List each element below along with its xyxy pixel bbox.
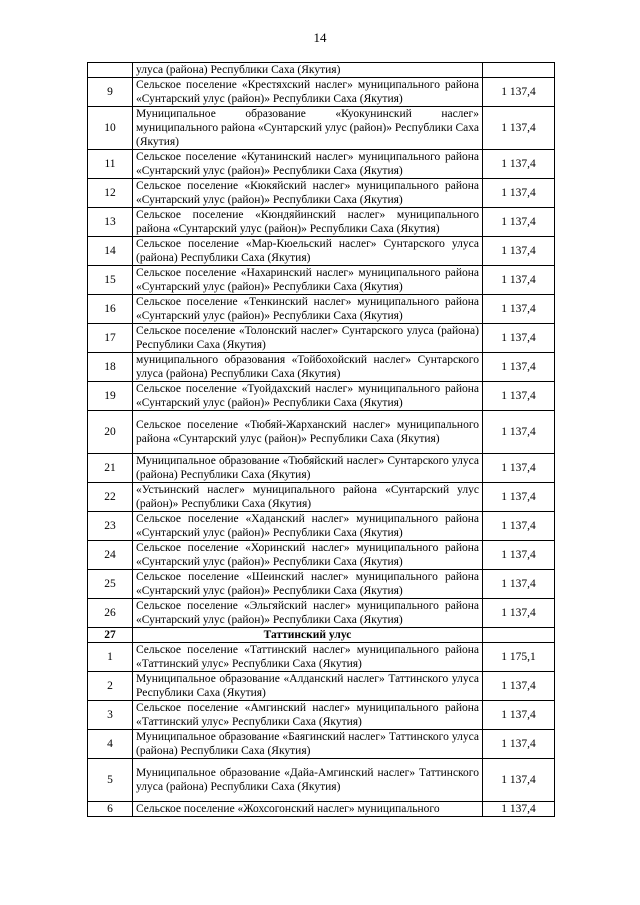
row-amount: 1 137,4 xyxy=(483,512,555,541)
table-row xyxy=(88,179,555,208)
row-number: 13 xyxy=(88,208,133,237)
row-number xyxy=(88,63,133,78)
row-name: муниципального образования «Тойбохойский наслег» Сунтарского улуса (района) Республики Саха (Якутия) xyxy=(133,353,483,382)
row-amount: 1 137,4 xyxy=(483,701,555,730)
table-row xyxy=(88,353,555,382)
row-name: Муниципальное образование «Тюбяйский наслег» Сунтарского улуса (района) Республики Саха (Якутия) xyxy=(133,454,483,483)
table-row xyxy=(88,541,555,570)
row-number: 4 xyxy=(88,730,133,759)
row-name: Сельское поселение «Амгинский наслег» муниципального района «Таттинский улус» Республики Саха (Якутия) xyxy=(133,701,483,730)
row-number: 5 xyxy=(88,759,133,802)
row-number: 6 xyxy=(88,802,133,817)
row-name: Сельское поселение «Толонский наслег» Сунтарского улуса (района) Республики Саха (Якутия) xyxy=(133,324,483,353)
row-name: Сельское поселение «Жохсогонский наслег» муниципального xyxy=(133,802,483,817)
row-name: Сельское поселение «Кюкяйский наслег» муниципального района «Сунтарский улус (район)» Республики Саха (Якутия) xyxy=(133,179,483,208)
row-name: Сельское поселение «Мар-Кюельский наслег» Сунтарского улуса (района) Республики Саха (Якутия) xyxy=(133,237,483,266)
table-body xyxy=(88,63,555,817)
table-row xyxy=(88,237,555,266)
row-amount: 1 137,4 xyxy=(483,730,555,759)
row-number: 16 xyxy=(88,295,133,324)
table-row xyxy=(88,150,555,179)
table-row-continuation xyxy=(88,63,555,78)
row-amount: 1 137,4 xyxy=(483,802,555,817)
row-amount: 1 137,4 xyxy=(483,107,555,150)
row-number: 17 xyxy=(88,324,133,353)
table-row xyxy=(88,672,555,701)
row-number: 12 xyxy=(88,179,133,208)
table-row xyxy=(88,483,555,512)
row-name: Сельское поселение «Шеинский наслег» муниципального района «Сунтарский улус (район)» Республики Саха (Якутия) xyxy=(133,570,483,599)
table-row xyxy=(88,382,555,411)
row-name: «Устьинский наслег» муниципального района «Сунтарский улус (район)» Республики Саха (Якутия) xyxy=(133,483,483,512)
table-row xyxy=(88,759,555,802)
row-name: Муниципальное образование «Куокунинский наслег» муниципального района «Сунтарский улус (район)» Республики Саха (Якутия) xyxy=(133,107,483,150)
row-number: 23 xyxy=(88,512,133,541)
row-name: улуса (района) Республики Саха (Якутия) xyxy=(133,63,483,78)
table-row xyxy=(88,295,555,324)
row-name: Сельское поселение «Тюбяй-Жарханский наслег» муниципального района «Сунтарский улус (район)» Республики Саха (Якутия) xyxy=(133,411,483,454)
row-number: 9 xyxy=(88,78,133,107)
section-header-row xyxy=(88,628,555,643)
table-row xyxy=(88,730,555,759)
row-amount: 1 137,4 xyxy=(483,266,555,295)
table-row xyxy=(88,701,555,730)
row-number: 18 xyxy=(88,353,133,382)
row-amount: 1 137,4 xyxy=(483,672,555,701)
row-amount: 1 137,4 xyxy=(483,759,555,802)
row-name: Сельское поселение «Нахаринский наслег» муниципального района «Сунтарский улус (район)» Республики Саха (Якутия) xyxy=(133,266,483,295)
page-number: 14 xyxy=(313,30,327,45)
row-amount: 1 137,4 xyxy=(483,570,555,599)
row-name: Сельское поселение «Кюндяйинский наслег» муниципального района «Сунтарский улус (район)» Республики Саха (Якутия) xyxy=(133,208,483,237)
table-row xyxy=(88,78,555,107)
row-amount: 1 137,4 xyxy=(483,483,555,512)
row-name: Сельское поселение «Хоринский наслег» муниципального района «Сунтарский улус (район)» Республики Саха (Якутия) xyxy=(133,541,483,570)
row-amount: 1 137,4 xyxy=(483,454,555,483)
table-row xyxy=(88,599,555,628)
row-amount: 1 137,4 xyxy=(483,78,555,107)
row-name: Сельское поселение «Тенкинский наслег» муниципального района «Сунтарский улус (район)» Республики Саха (Якутия) xyxy=(133,295,483,324)
row-amount: 1 137,4 xyxy=(483,353,555,382)
row-name: Муниципальное образование «Алданский наслег» Таттинского улуса Республики Саха (Якутия) xyxy=(133,672,483,701)
row-number: 21 xyxy=(88,454,133,483)
row-number: 10 xyxy=(88,107,133,150)
row-number: 22 xyxy=(88,483,133,512)
row-name: Муниципальное образование «Дайа-Амгинский наслег» Таттинского улуса (района) Республики Саха (Якутия) xyxy=(133,759,483,802)
row-name: Сельское поселение «Хаданский наслег» муниципального района «Сунтарский улус (район)» Республики Саха (Якутия) xyxy=(133,512,483,541)
row-name: Сельское поселение «Крестяхский наслег» муниципального района «Сунтарский улус (район)» Республики Саха (Якутия) xyxy=(133,78,483,107)
section-amount xyxy=(483,628,555,643)
row-amount: 1 137,4 xyxy=(483,382,555,411)
table-row xyxy=(88,570,555,599)
row-amount: 1 137,4 xyxy=(483,237,555,266)
row-number: 26 xyxy=(88,599,133,628)
row-amount: 1 137,4 xyxy=(483,295,555,324)
table-row xyxy=(88,266,555,295)
row-amount: 1 137,4 xyxy=(483,324,555,353)
section-title: Таттинский улус xyxy=(133,628,483,643)
row-amount xyxy=(483,63,555,78)
row-number: 1 xyxy=(88,643,133,672)
row-number: 25 xyxy=(88,570,133,599)
row-name: Сельское поселение «Туойдахский наслег» муниципального района «Сунтарский улус (район)» Республики Саха (Якутия) xyxy=(133,382,483,411)
table-row xyxy=(88,512,555,541)
row-amount: 1 175,1 xyxy=(483,643,555,672)
row-amount: 1 137,4 xyxy=(483,599,555,628)
row-amount: 1 137,4 xyxy=(483,179,555,208)
row-name: Сельское поселение «Кутанинский наслег» муниципального района «Сунтарский улус (район)» Республики Саха (Якутия) xyxy=(133,150,483,179)
row-name: Сельское поселение «Таттинский наслег» муниципального района «Таттинский улус» Республики Саха (Якутия) xyxy=(133,643,483,672)
allocation-table xyxy=(87,62,555,817)
row-number: 19 xyxy=(88,382,133,411)
table-row xyxy=(88,107,555,150)
row-number: 15 xyxy=(88,266,133,295)
table-row xyxy=(88,411,555,454)
row-amount: 1 137,4 xyxy=(483,150,555,179)
row-name: Муниципальное образование «Баягинский наслег» Таттинского улуса (района) Республики Саха (Якутия) xyxy=(133,730,483,759)
row-name: Сельское поселение «Эльгяйский наслег» муниципального района «Сунтарский улус (район)» Республики Саха (Якутия) xyxy=(133,599,483,628)
row-number: 11 xyxy=(88,150,133,179)
table-row xyxy=(88,324,555,353)
table-row-continuation xyxy=(88,802,555,817)
row-number: 2 xyxy=(88,672,133,701)
row-amount: 1 137,4 xyxy=(483,541,555,570)
section-number: 27 xyxy=(88,628,133,643)
row-amount: 1 137,4 xyxy=(483,411,555,454)
row-number: 24 xyxy=(88,541,133,570)
row-number: 20 xyxy=(88,411,133,454)
table-row xyxy=(88,454,555,483)
table-row xyxy=(88,208,555,237)
table-row xyxy=(88,643,555,672)
row-amount: 1 137,4 xyxy=(483,208,555,237)
row-number: 14 xyxy=(88,237,133,266)
row-number: 3 xyxy=(88,701,133,730)
